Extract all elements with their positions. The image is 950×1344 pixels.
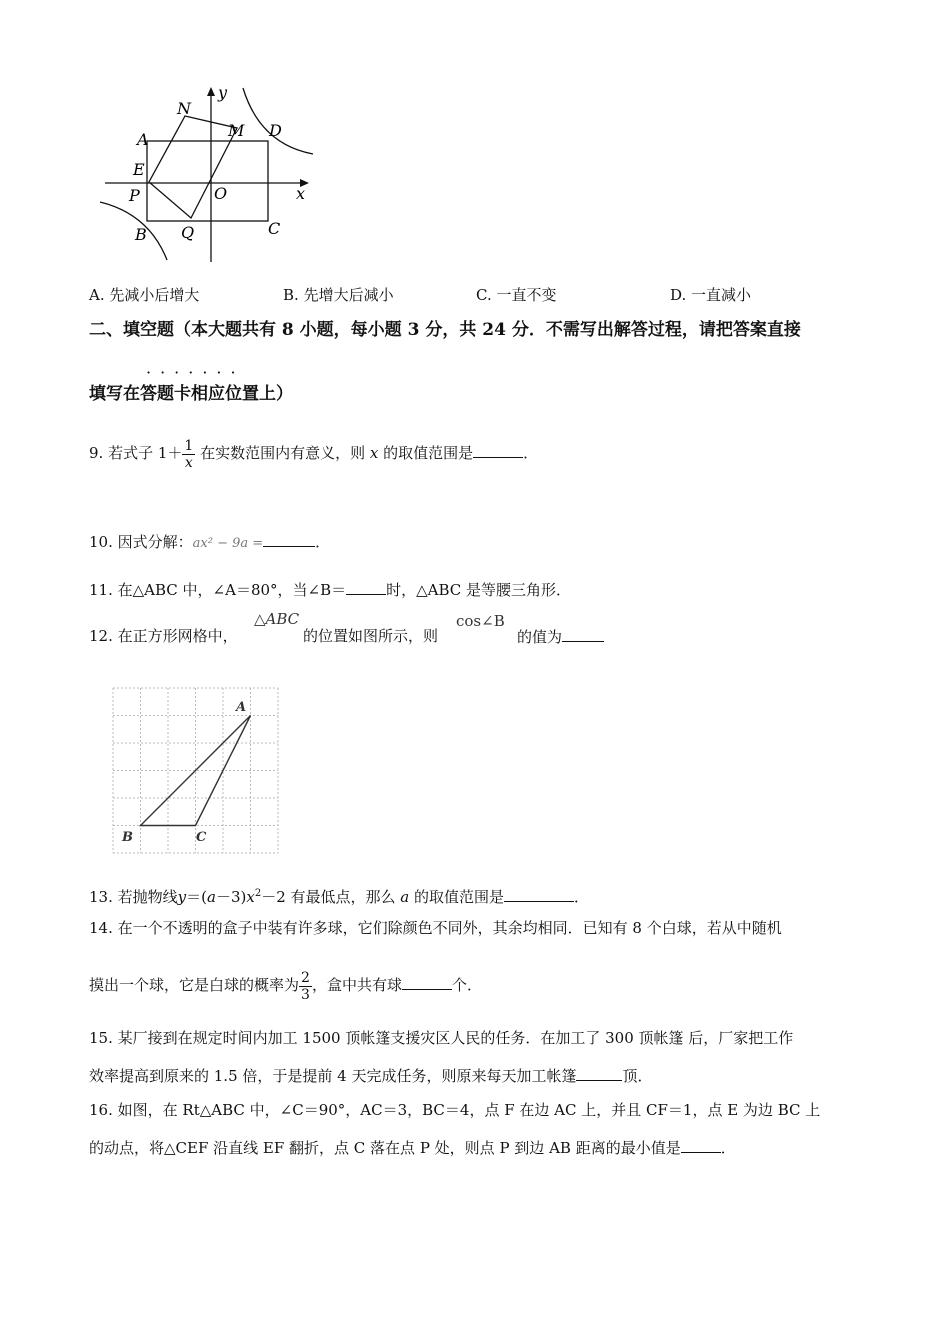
question-9: 9. 若式子 1＋ $\frac{1}{x}$ 在实数范围内有意义，则 x 的取值范围是 ． [89,437,539,471]
label-y: y [218,83,228,102]
answer-blank-9[interactable] [473,442,523,458]
triangle-abc-symbol: △ABC [254,610,300,628]
answer-blank-11[interactable] [346,579,386,595]
grid-label-b: B [122,830,133,845]
question-15-line1: 15. 某厂接到在规定时间内加工 1500 顶帐篷支援灾区人民的任务．在加工了 300 顶帐篷 后，厂家把工作 [89,1029,794,1047]
emphasis-dots: ······· [146,363,245,382]
label-e: E [133,160,145,179]
question-12-middle: 的位置如图所示，则 [303,627,439,645]
fraction-1-over-x: $\frac{1}{x}$ [184,437,194,471]
question-12-end: 的值为 [517,626,604,647]
coordinate-figure [95,82,320,267]
label-a: A [137,130,149,149]
label-c: C [268,219,281,238]
factor-expression: ax² − 9a = [192,536,264,551]
label-p: P [129,186,140,205]
question-15-line2: 效率提高到原来的 1.5 倍，于是提前 4 天完成任务，则原来每天加工帐篷 顶． [89,1067,653,1085]
option-b: B. 先增大后减小 [283,286,394,304]
fraction-2-over-3: $\frac{2}{3}$ [301,969,310,1003]
answer-blank-14[interactable] [402,974,452,990]
grid-label-a: A [236,700,247,715]
label-d: D [269,121,282,140]
answer-blank-13[interactable] [504,886,574,902]
question-12: 12. 在正方形网格中， [89,627,238,645]
hyperbola-lower-branch [100,202,167,260]
option-d: D. 一直减小 [670,286,752,304]
question-14-line1: 14. 在一个不透明的盒子中装有许多球，它们除颜色不同外，其余均相同．已知有 8 个白球，若从中随机 [89,919,782,937]
label-m: M [228,121,245,140]
section-title-line2: 填写在答题卡相应位置上） [89,384,293,404]
question-16-line2: 的动点，将△CEF 沿直线 EF 翻折，点 C 落在点 P 处，则点 P 到边 AB 距离的最小值是 ． [89,1139,736,1157]
label-o: O [214,184,228,203]
grid-label-c: C [196,830,207,845]
question-10: 10. 因式分解：ax² − 9a = ． [89,533,331,551]
answer-blank-12[interactable] [562,626,604,642]
cos-b-expression: cos∠B [456,612,505,630]
grid-triangle-figure [110,686,282,856]
section-title-line1: 二、填空题（本大题共有 8 小题，每小题 3 分，共 24 分．不需写出解答过程，请把答案直接 [89,320,801,340]
label-q: Q [181,223,195,242]
y-axis-arrow [207,87,215,96]
label-n: N [177,99,191,118]
label-x: x [296,184,306,203]
question-11: 11. 在△ABC 中，∠A＝80°，当∠B＝ 时，△ABC 是等腰三角形． [89,581,572,599]
label-b: B [135,225,147,244]
question-13: 13. 若抛物线$y=(a-3)x^2-2$ 有最低点，那么 a 的取值范围是 ． [89,888,590,906]
option-c: C. 一直不变 [476,286,557,304]
question-14-line2: 摸出一个球，它是白球的概率为 $\frac{2}{3}$ ，盒中共有球 个． [89,969,482,1003]
question-16-line1: 16. 如图，在 Rt△ABC 中，∠C＝90°，AC＝3，BC＝4，点 F 在边 AC 上，并且 CF＝1，点 E 为边 BC 上 [89,1101,821,1119]
option-a: A. 先减小后增大 [89,286,200,304]
answer-blank-10[interactable] [263,531,315,547]
answer-blank-15[interactable] [576,1065,622,1081]
answer-blank-16[interactable] [681,1137,721,1153]
